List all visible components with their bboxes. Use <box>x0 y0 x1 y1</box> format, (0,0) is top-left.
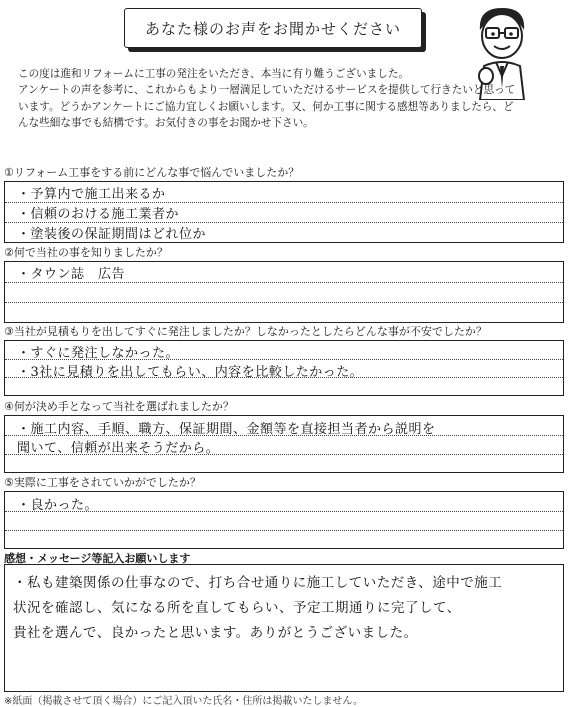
answer-text: ・良かった。 <box>17 498 99 513</box>
comment-text <box>13 571 553 646</box>
comment-line: 状況を確認し、気になる所を直してもらい、予定工期通りに完了して、 <box>13 600 461 616</box>
intro-line: アンケートの声を参考に、これからもより一層満足していただけるサービスを提供して行きたいと思って <box>18 84 516 97</box>
answer-text: ・塗装後の保証期間はどれ位か <box>17 227 207 242</box>
comment-label: 感想・メッセージ等記入お願いします <box>4 552 191 565</box>
intro-text <box>18 66 566 132</box>
footer-note: ※紙面（掲載させて頂く場合）にご記入頂いた氏名・住所は掲載いたしません。 <box>4 696 363 707</box>
question-4-answer-box <box>4 415 564 473</box>
comment-line: ・私も建築関係の仕事なので、打ち合せ通りに施工していただき、途中で施工 <box>13 575 503 591</box>
intro-line: この度は進和リフォームに工事の発注をいただき、本当に有り難うございました。 <box>18 68 410 80</box>
question-3-answer-box <box>4 340 564 396</box>
question-3-label: ③当社が見積もりを出してすぐに発注しましたか？しなかったとしたらどんな事が不安でしたか？ <box>4 325 487 338</box>
answer-text: ・予算内で施工出来るか <box>17 187 166 202</box>
answer-line <box>5 302 563 303</box>
intro-line: んな些細な事でも結構です。お気付きの事をお聞かせ下さい。 <box>18 117 314 130</box>
question-1-label: ①リフォーム工事をする前にどんな事で悩んでいましたか？ <box>4 166 300 179</box>
survey-title-box <box>124 8 422 48</box>
question-2-label: ②何で当社の事を知りましたか？ <box>4 246 168 259</box>
question-4-label: ④何が決め手となって当社を選ばれましたか？ <box>4 400 234 413</box>
question-1-answer-box <box>4 181 564 243</box>
survey-title: あなた様のお声をお聞かせください <box>144 19 401 38</box>
answer-text: 聞いて、信頼が出来そうだから。 <box>17 441 220 456</box>
answer-text: ・タウン誌 広告 <box>17 267 126 282</box>
intro-line: います。どうかアンケートにご協力宜しくお願いします。又、何か工事に関する感想等ありましたら、ど <box>18 100 514 113</box>
answer-text: ・施工内容、手順、職方、保証期間、金額等を直接担当者から説明を <box>17 422 436 437</box>
answer-text: ・すぐに発注しなかった。 <box>17 346 180 361</box>
answer-line <box>5 282 563 283</box>
comment-line: 貴社を選んで、良かったと思います。ありがとうございました。 <box>13 625 418 641</box>
question-5-label: ⑤実際に工事をされていかがでしたか？ <box>4 476 201 489</box>
question-5-answer-box <box>4 491 564 549</box>
comment-box <box>4 564 564 692</box>
answer-text: ・3社に見積りを出してもらい、内容を比較したかった。 <box>17 365 364 380</box>
answer-text: ・信頼のおける施工業者か <box>17 207 180 222</box>
question-2-answer-box <box>4 261 564 323</box>
answer-line <box>5 530 563 531</box>
